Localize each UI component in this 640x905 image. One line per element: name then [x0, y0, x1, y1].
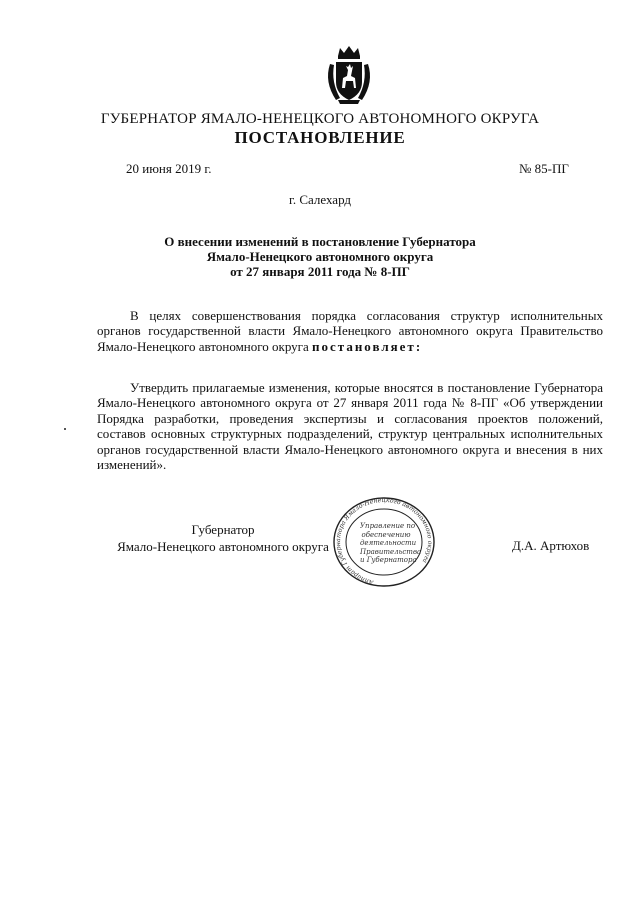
- stamp-line: обеспечению: [361, 530, 411, 539]
- title-line: О внесении изменений в постановление Губернатора: [164, 234, 476, 249]
- decree-word: постановляет:: [312, 338, 423, 354]
- stamp-line: Управление по: [360, 522, 416, 530]
- position-line: Ямало-Ненецкого автономного округа: [117, 539, 329, 554]
- svg-text:Аппарат Губернатора Ямало-Нене: Аппарат Губернатора Ямало-Ненецкого автономного округа: [335, 496, 434, 586]
- document-number: № 85-ПГ: [519, 161, 569, 176]
- body-paragraph-preamble: [97, 308, 603, 354]
- document-type: ПОСТАНОВЛЕНИЕ: [234, 128, 406, 147]
- signatory-name: Д.А. Артюхов: [512, 538, 590, 553]
- stamp-line: и Губернатора: [360, 556, 417, 565]
- stamp-inner-text: [360, 522, 422, 565]
- title-line: от 27 января 2011 года № 8-ПГ: [230, 264, 410, 279]
- position-line: Губернатор: [191, 522, 255, 537]
- margin-dot: [64, 428, 66, 430]
- issuing-authority: ГУБЕРНАТОР ЯМАЛО-НЕНЕЦКОГО АВТОНОМНОГО ОКРУГА: [100, 111, 540, 127]
- resolution-text: Утвердить прилагаемые изменения, которые вносятся в постановление Губернатора Ямало-Ненецкого автономного округа от 27 января 2011 года № 8-ПГ «Об утверждении Порядка разработки, проведения экспертизы и согласования проектов положений, составов основных структурных подразделений, структур центральных исполнительных органов государственной власти Ямало-Ненецкого автономного округа и внесения в них изменений».: [97, 380, 603, 473]
- stamp-line: Правительства: [360, 547, 422, 556]
- document-date: 20 июня 2019 г.: [126, 161, 212, 176]
- signatory-position: [97, 521, 349, 555]
- body-paragraph-resolution: [97, 380, 603, 472]
- document-city: г. Салехард: [288, 192, 352, 207]
- preamble-text: В целях совершенствования порядка согласования структур исполнительных органов государственной власти Ямало-Ненецкого автономного округа Правительство Ямало-Ненецкого автономного округа: [97, 308, 603, 354]
- stamp-line: деятельности: [360, 539, 417, 548]
- document-title: [0, 234, 640, 279]
- coat-of-arms-icon: [322, 44, 376, 106]
- title-line: Ямало-Ненецкого автономного округа: [206, 249, 434, 264]
